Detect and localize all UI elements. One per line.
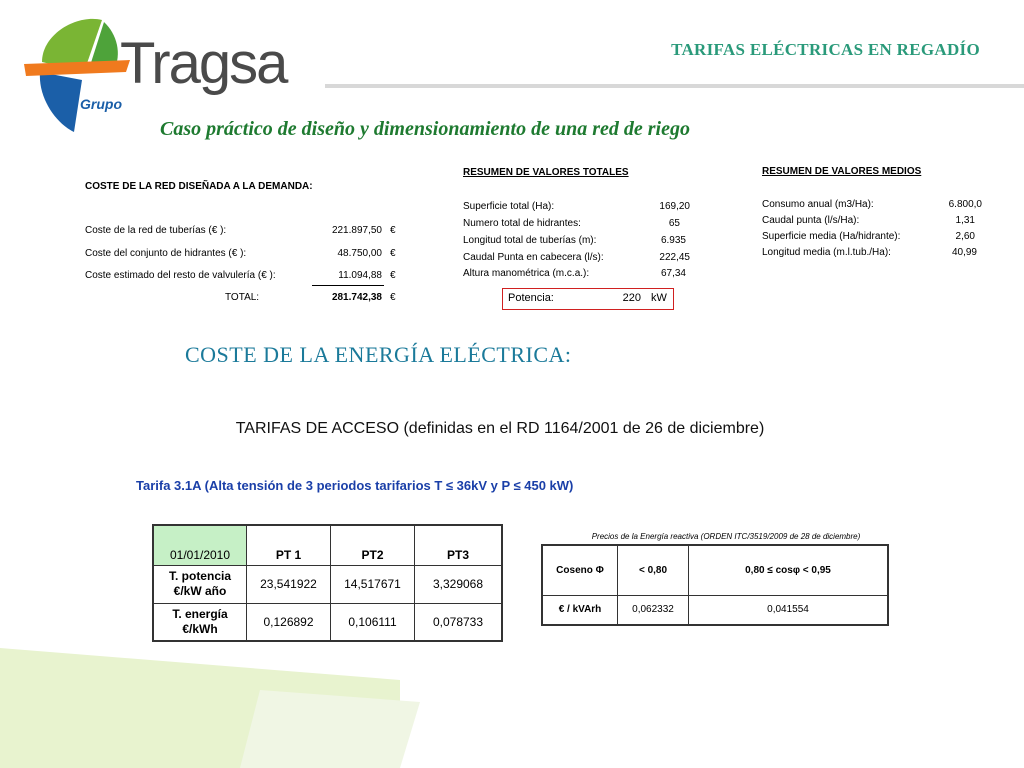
coste-red-value: 221.897,50 [331,225,382,236]
row-label-2: €/kWh [182,621,218,636]
energia-title: COSTE DE LA ENERGÍA ELÉCTRICA: [185,342,572,367]
tarifa-table [152,524,503,642]
medios-value: 2,60 [955,231,975,242]
table-cell: 0,062332 [618,595,689,625]
row-label-2: €/kW año [173,584,227,598]
reactiva-caption: Precios de la Energía reactiva (ORDEN ITC/3519/2009 de 28 de diciembre) [591,532,861,541]
potencia-value: 220 [622,292,641,304]
totales-label: Superficie total (Ha): [463,201,555,212]
totales-value: 67,34 [660,268,686,279]
tarifa-header-row [153,525,502,565]
total-divider [312,285,384,286]
coste-red-label: Coste del conjunto de hidrantes (€ ): [85,248,247,259]
medios-value: 40,99 [951,247,977,258]
potencia-label: Potencia: [508,292,554,304]
logo-name: Tragsa [120,31,287,96]
coste-red-unit: € [390,225,396,236]
coste-red-label: Coste estimado del resto de valvulería (€ ): [85,270,276,281]
row-label-1: T. potencia [168,569,231,583]
page-subtitle: Caso práctico de diseño y dimensionamiento de una red de riego [160,118,690,140]
total-label: TOTAL: [225,292,260,303]
logo-grupo: Grupo [80,96,122,112]
tarifa-row-label [153,565,247,603]
table-cell: 23,541922 [247,565,331,603]
tarifa-31a-title: Tarifa 3.1A (Alta tensión de 3 periodos tarifarios T ≤ 36kV y P ≤ 450 kW) [136,478,574,493]
coste-red-title: COSTE DE LA RED DISEÑADA A LA DEMANDA: [85,181,313,192]
reactiva-header: Coseno Φ [542,545,618,595]
row-label-1: T. energía [172,606,228,621]
medios-value: 6.800,0 [948,199,982,210]
medios-label: Superficie media (Ha/hidrante): [762,231,901,242]
table-row [542,595,888,625]
tarifa-date: 01/01/2010 [153,525,247,565]
totales-value: 65 [668,218,680,229]
coste-red-unit: € [390,270,396,281]
totales-label: Caudal Punta en cabecera (l/s): [463,252,604,263]
tarifa-header-pt2: PT2 [331,525,415,565]
tragsa-logo [22,14,132,134]
medios-value: 1,31 [955,215,975,226]
medios-label: Consumo anual (m3/Ha): [762,199,874,210]
reactiva-header-row [542,545,888,595]
totales-label: Longitud total de tuberías (m): [463,235,597,246]
reactiva-table [541,544,889,626]
reactiva-header: 0,80 ≤ cosφ < 0,95 [689,545,889,595]
totales-value: 222,45 [659,252,690,263]
coste-red-value: 48.750,00 [337,248,382,259]
table-row [153,603,502,641]
tarifa-header-pt3: PT3 [415,525,503,565]
coste-red-unit: € [390,248,396,259]
potencia-unit: kW [651,292,667,304]
tarifas-acceso-title: TARIFAS DE ACCESO (definidas en el RD 1164/2001 de 26 de diciembre) [235,420,765,437]
totales-value: 6.935 [660,235,686,246]
medios-label: Caudal punta (l/s/Ha): [762,215,860,226]
tarifa-header-pt1: PT 1 [247,525,331,565]
medios-label: Longitud media (m.l.tub./Ha): [762,247,891,258]
logo-mark [22,14,132,134]
table-cell: 0,078733 [415,603,503,641]
header-divider [325,84,1024,88]
totales-value: 169,20 [659,201,690,212]
coste-red-label: Coste de la red de tuberías (€ ): [85,225,227,236]
bottom-decoration [0,640,1024,768]
table-row [153,565,502,603]
totales-label: Numero total de hidrantes: [463,218,581,229]
resumen-totales-title: RESUMEN DE VALORES TOTALES [463,167,629,178]
resumen-medios-title: RESUMEN DE VALORES MEDIOS [762,166,922,177]
total-unit: € [390,292,396,303]
table-cell: 0,041554 [689,595,889,625]
tarifa-row-label [153,603,247,641]
table-cell: 14,517671 [331,565,415,603]
decor-shape-light [240,690,420,768]
totales-label: Altura manométrica (m.c.a.): [463,268,590,279]
coste-red-value: 11.094,88 [338,270,382,281]
reactiva-header: < 0,80 [618,545,689,595]
potencia-box [502,288,674,310]
page-title: TARIFAS ELÉCTRICAS EN REGADÍO [671,40,980,59]
table-cell: 3,329068 [415,565,503,603]
reactiva-row-label: € / kVArh [542,595,618,625]
total-value: 281.742,38 [331,292,382,303]
table-cell: 0,106111 [331,603,415,641]
table-cell: 0,126892 [247,603,331,641]
